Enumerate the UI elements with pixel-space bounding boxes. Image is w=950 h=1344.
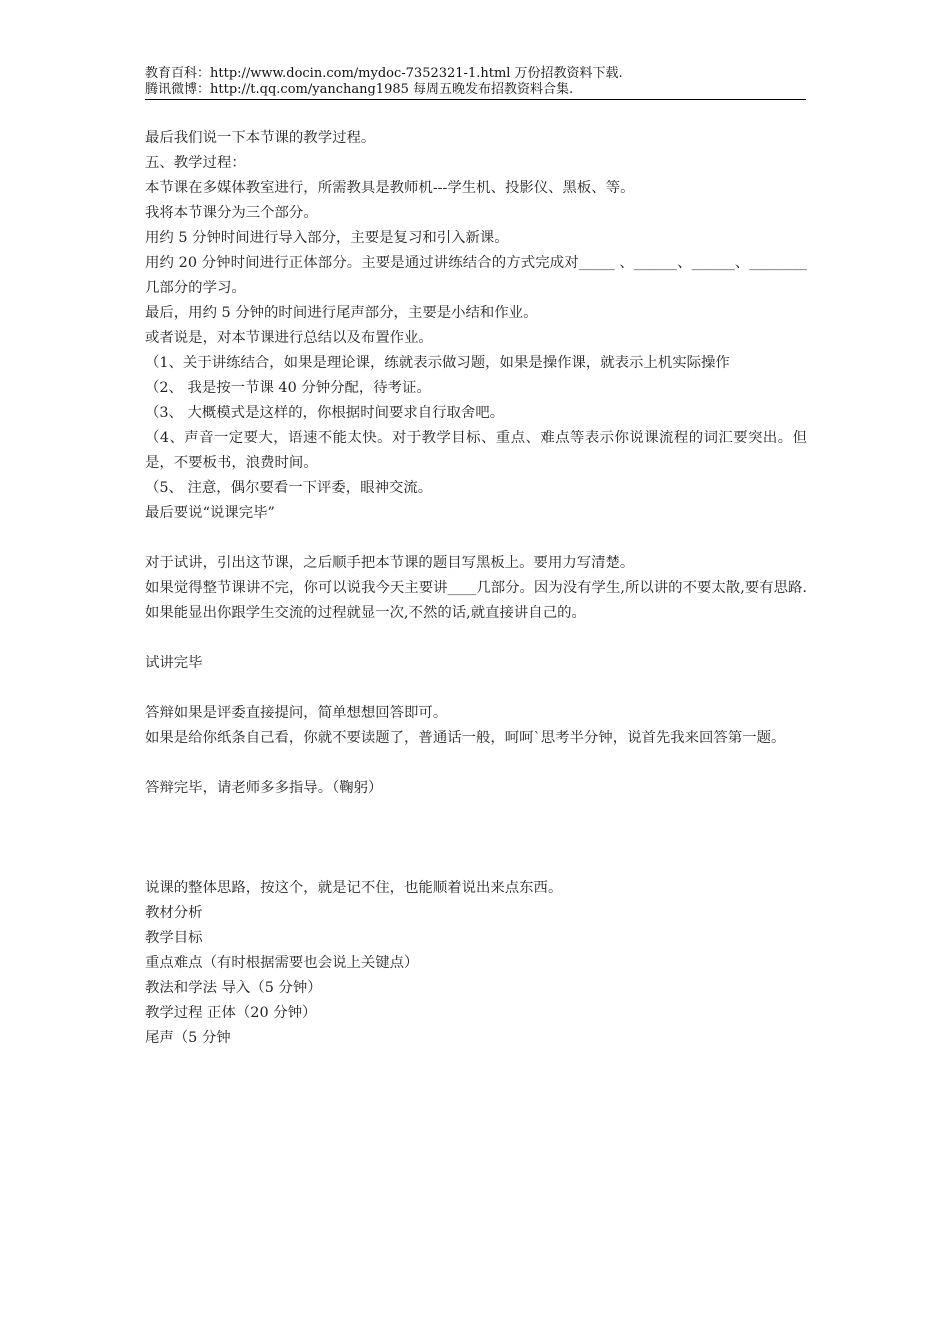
paragraph: 试讲完毕 (145, 655, 203, 671)
paragraph: 如果是给你纸条自己看，你就不要读题了，普通话一般，呵呵`思考半分钟，说首先我来回答第一题。 (145, 730, 786, 746)
page-header (145, 66, 806, 100)
note-item: （5、 注意，偶尔要看一下评委，眼神交流。 (145, 480, 433, 496)
paragraph: 用约 20 分钟时间进行正体部分。主要是通过讲练结合的方式完成对_____ 、______、______、________几部分的学习。 (145, 255, 807, 296)
note-item: （1、关于讲练结合，如果是理论课，练就表示做习题，如果是操作课，就表示上机实际操作 (145, 355, 730, 371)
blank-line (145, 626, 807, 651)
blank-line (145, 526, 807, 551)
outline-item: 教学过程 正体（20 分钟） (145, 1005, 317, 1021)
header-line-1: 教育百科：http://www.docin.com/mydoc-7352321-1.html 万份招教资料下载. (145, 66, 623, 81)
outline-item: 重点难点（有时根据需要也会说上关键点） (145, 955, 419, 971)
blank-line (145, 851, 807, 876)
blank-line (145, 826, 807, 851)
paragraph-intro: 最后我们说一下本节课的教学过程。 (145, 130, 376, 146)
paragraph: 说课的整体思路，按这个，就是记不住，也能顺着说出来点东西。 (145, 880, 563, 896)
outline-item: 尾声（5 分钟 (145, 1030, 231, 1046)
blank-line (145, 751, 807, 776)
paragraph: 或者说是，对本节课进行总结以及布置作业。 (145, 330, 433, 346)
document-body (145, 126, 807, 1051)
note-item: （2、 我是按一节课 40 分钟分配，待考证。 (145, 380, 431, 396)
paragraph: 对于试讲，引出这节课，之后顺手把本节课的题目写黑板上。要用力写清楚。 (145, 555, 635, 571)
outline-item: 教学目标 (145, 930, 203, 946)
paragraph: 用约 5 分钟时间进行导入部分，主要是复习和引入新课。 (145, 230, 509, 246)
paragraph: 本节课在多媒体教室进行，所需教具是教师机---学生机、投影仪、黑板、等。 (145, 180, 635, 196)
section-heading: 五、教学过程： (145, 155, 246, 171)
outline-item: 教法和学法 导入（5 分钟） (145, 980, 322, 996)
paragraph: 最后，用约 5 分钟的时间进行尾声部分，主要是小结和作业。 (145, 305, 538, 321)
paragraph: 答辩完毕，请老师多多指导。（鞠躬） (145, 780, 383, 796)
blank-line (145, 801, 807, 826)
blank-line (145, 676, 807, 701)
note-item: （4、声音一定要大，语速不能太快。对于教学目标、重点、难点等表示你说课流程的词汇要突出。但是，不要板书，浪费时间。 (145, 430, 807, 471)
paragraph: 最后要说“说课完毕” (145, 505, 275, 521)
paragraph: 答辩如果是评委直接提问，简单想想回答即可。 (145, 705, 448, 721)
paragraph: 如果觉得整节课讲不完，你可以说我今天主要讲____几部分。因为没有学生,所以讲的不要太散,要有思路.如果能显出你跟学生交流的过程就显一次,不然的话,就直接讲自己的。 (145, 580, 807, 621)
note-item: （3、 大概模式是这样的，你根据时间要求自行取舍吧。 (145, 405, 505, 421)
outline-item: 教材分析 (145, 905, 203, 921)
header-line-2: 腾讯微博：http://t.qq.com/yanchang1985 每周五晚发布招教资料合集. (145, 82, 574, 97)
paragraph: 我将本节课分为三个部分。 (145, 205, 318, 221)
